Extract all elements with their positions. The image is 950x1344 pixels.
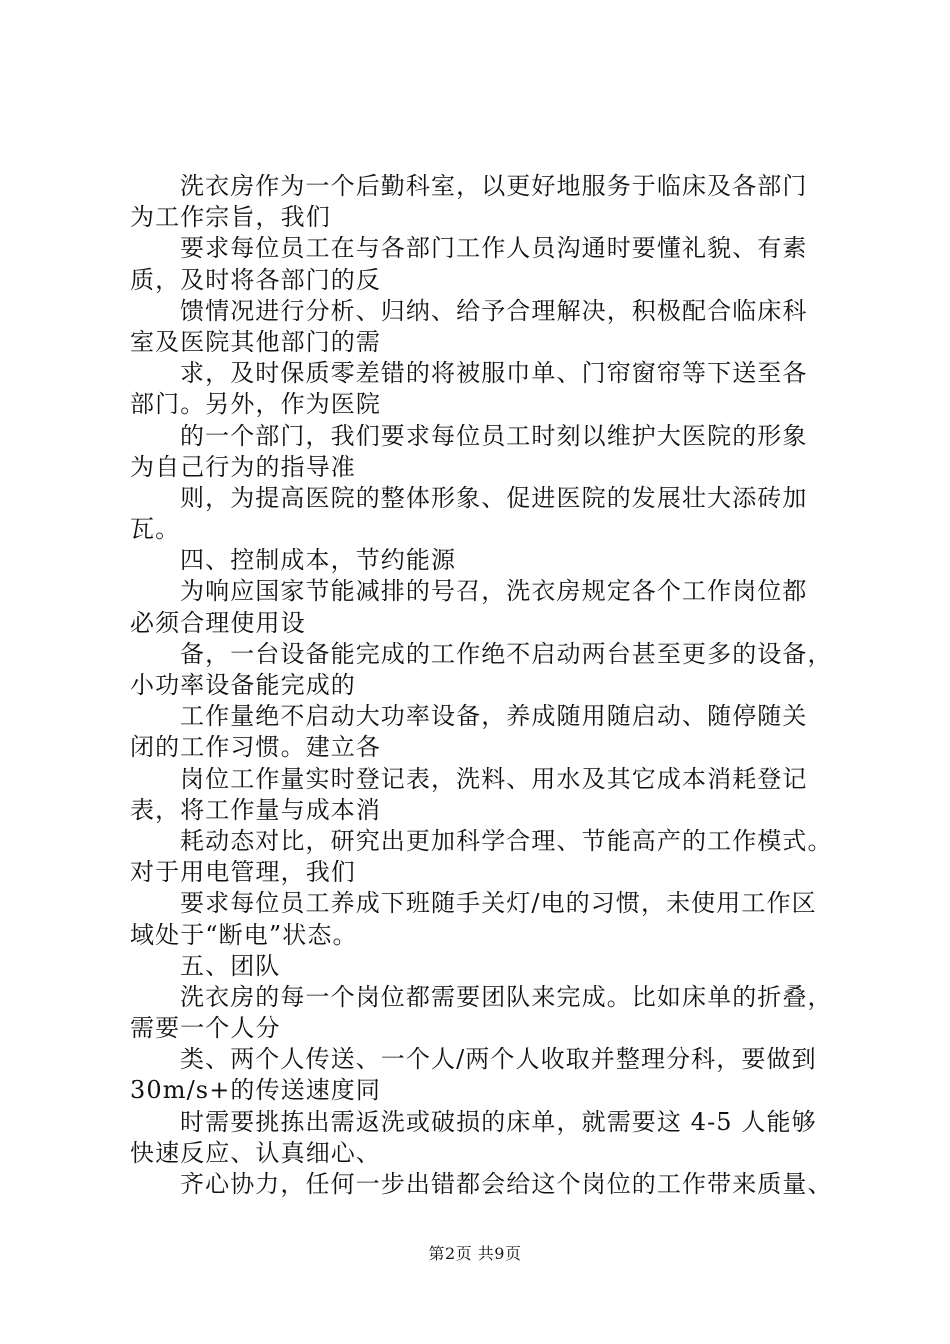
text-line: 求，及时保质零差错的将被服巾单、门帘窗帘等下送至各 (180, 359, 808, 388)
text-line: 室及医院其他部门的需 (130, 327, 381, 356)
text-line: 的一个部门，我们要求每位员工时刻以维护大医院的形象 (180, 421, 808, 450)
text-line: 要求每位员工养成下班随手关灯/电的习惯，未使用工作区 (180, 889, 817, 918)
text-line: 为响应国家节能减排的号召，洗衣房规定各个工作岗位都 (180, 577, 808, 606)
text-line: 耗动态对比，研究出更加科学合理、节能高产的工作模式。 (180, 826, 833, 855)
text-line: 齐心协力，任何一步出错都会给这个岗位的工作带来质量、 (180, 1170, 833, 1198)
text-line: 对于用电管理，我们 (130, 858, 356, 887)
text-line: 岗位工作量实时登记表，洗料、用水及其它成本消耗登记 (180, 764, 808, 793)
text-line: 洗衣房作为一个后勤科室，以更好地服务于临床及各部门 (180, 172, 808, 200)
text-line: 质，及时将各部门的反 (130, 265, 381, 294)
text-line: 馈情况进行分析、归纳、给予合理解决，积极配合临床科 (180, 296, 808, 325)
text-line: 需要一个人分 (130, 1014, 281, 1043)
text-line: 瓦。 (130, 515, 181, 544)
text-line: 闭的工作习惯。建立各 (130, 733, 381, 762)
text-line: 洗衣房的每一个岗位都需要团队来完成。比如床单的折叠， (180, 982, 833, 1011)
text-line: 小功率设备能完成的 (130, 671, 356, 699)
text-line: 为自己行为的指导准 (130, 452, 356, 481)
text-line: 类、两个人传送、一个人/两个人收取并整理分科，要做到 (180, 1045, 817, 1074)
text-line: 部门。另外，作为医院 (130, 390, 381, 419)
text-line: 工作量绝不启动大功率设备，养成随用随启动、随停随关 (180, 702, 808, 731)
text-line: 要求每位员工在与各部门工作人员沟通时要懂礼貌、有素 (180, 234, 808, 263)
page-footer: 第2页 共9页 (428, 1244, 522, 1263)
text-line: 四、控制成本，节约能源 (180, 546, 457, 575)
document-body (130, 171, 842, 1200)
text-line: 快速反应、认真细心、 (130, 1138, 381, 1167)
text-line: 域处于“断电”状态。 (130, 920, 358, 949)
text-line: 则，为提高医院的整体形象、促进医院的发展壮大添砖加 (180, 483, 808, 512)
text-line: 30m/s+的传送速度同 (130, 1076, 382, 1105)
text-line: 表，将工作量与成本消 (130, 795, 381, 824)
text-line: 备，一台设备能完成的工作绝不启动两台甚至更多的设备， (180, 639, 833, 668)
text-line: 为工作宗旨，我们 (130, 203, 331, 232)
text-line: 时需要挑拣出需返洗或破损的床单，就需要这 4-5 人能够 (180, 1107, 817, 1136)
text-line: 必须合理使用设 (130, 608, 306, 637)
text-line: 五、团队 (180, 951, 281, 980)
